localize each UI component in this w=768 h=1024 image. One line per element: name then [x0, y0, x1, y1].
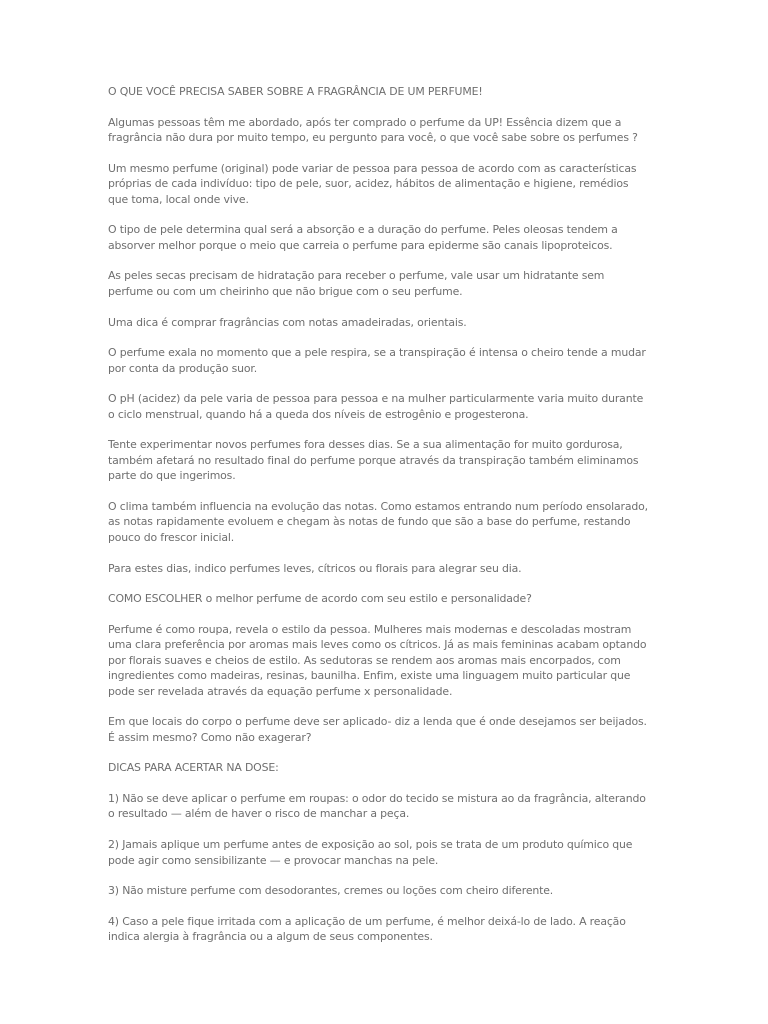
paragraph: O clima também influencia na evolução das notas. Como estamos entrando num período ensolarado, as notas rapidamente evoluem e chegam às notas de fundo que são a base do perfume, restando pouco do frescor inicial.	[108, 499, 648, 544]
paragraph: Perfume é como roupa, revela o estilo da pessoa. Mulheres mais modernas e descoladas mostram uma clara preferência por aromas mais leves como os cítricos. Já as mais femininas acabam optando por florais suaves e cheios de estilo. As sedutoras se rendem aos aromas mais encorpados, com ingredientes como madeiras, resinas, baunilha. Enfim, existe uma linguagem muito particular que pode ser revelada através da equação perfume x personalidade.	[108, 622, 647, 698]
document-page	[108, 84, 648, 960]
section-heading: DICAS PARA ACERTAR NA DOSE:	[108, 761, 279, 775]
tip-item: 1) Não se deve aplicar o perfume em roupas: o odor do tecido se mistura ao da fragrância, alterando o resultado — além de haver o risco de manchar a peça.	[108, 792, 646, 821]
paragraph: Uma dica é comprar fragrâncias com notas amadeiradas, orientais.	[108, 315, 467, 329]
paragraph: Para estes dias, indico perfumes leves, cítricos ou florais para alegrar seu dia.	[108, 561, 522, 575]
paragraph: O perfume exala no momento que a pele respira, se a transpiração é intensa o cheiro tende a mudar por conta da produção suor.	[108, 346, 646, 375]
paragraph: O tipo de pele determina qual será a absorção e a duração do perfume. Peles oleosas tendem a absorver melhor porque o meio que carreia o perfume para epiderme são canais lipoproteicos.	[108, 223, 618, 252]
paragraph: Algumas pessoas têm me abordado, após ter comprado o perfume da UP! Essência dizem que a fragrância não dura por muito tempo, eu pergunto para você, o que você sabe sobre os perfumes ?	[108, 115, 638, 145]
paragraph: Em que locais do corpo o perfume deve ser aplicado- diz a lenda que é onde desejamos ser beijados. É assim mesmo? Como não exagerar?	[108, 715, 647, 744]
paragraph: As peles secas precisam de hidratação para receber o perfume, vale usar um hidratante sem perfume ou com um cheirinho que não brigue com o seu perfume.	[108, 269, 605, 298]
section-heading: COMO ESCOLHER o melhor perfume de acordo com seu estilo e personalidade?	[108, 592, 532, 606]
paragraph: Tente experimentar novos perfumes fora desses dias. Se a sua alimentação for muito gordurosa, também afetará no resultado final do perfume porque através da transpiração também eliminamos parte do que ingerimos.	[108, 438, 639, 483]
tip-item: 3) Não misture perfume com desodorantes, cremes ou loções com cheiro diferente.	[108, 884, 554, 898]
tip-item: 4) Caso a pele fique irritada com a aplicação de um perfume, é melhor deixá-lo de lado. A reação indica alergia à fragrância ou a algum de seus componentes.	[108, 914, 626, 944]
paragraph: Um mesmo perfume (original) pode variar de pessoa para pessoa de acordo com as características próprias de cada indivíduo: tipo de pele, suor, acidez, hábitos de alimentação e higiene, remédios que toma, local onde vive.	[108, 161, 637, 206]
tip-item: 2) Jamais aplique um perfume antes de exposição ao sol, pois se trata de um produto químico que pode agir como sensibilizante — e provocar manchas na pele.	[108, 838, 633, 867]
paragraph: O pH (acidez) da pele varia de pessoa para pessoa e na mulher particularmente varia muito durante o ciclo menstrual, quando há a queda dos níveis de estrogênio e progesterona.	[108, 392, 644, 421]
document-heading: O QUE VOCÊ PRECISA SABER SOBRE A FRAGRÂNCIA DE UM PERFUME!	[108, 85, 483, 98]
